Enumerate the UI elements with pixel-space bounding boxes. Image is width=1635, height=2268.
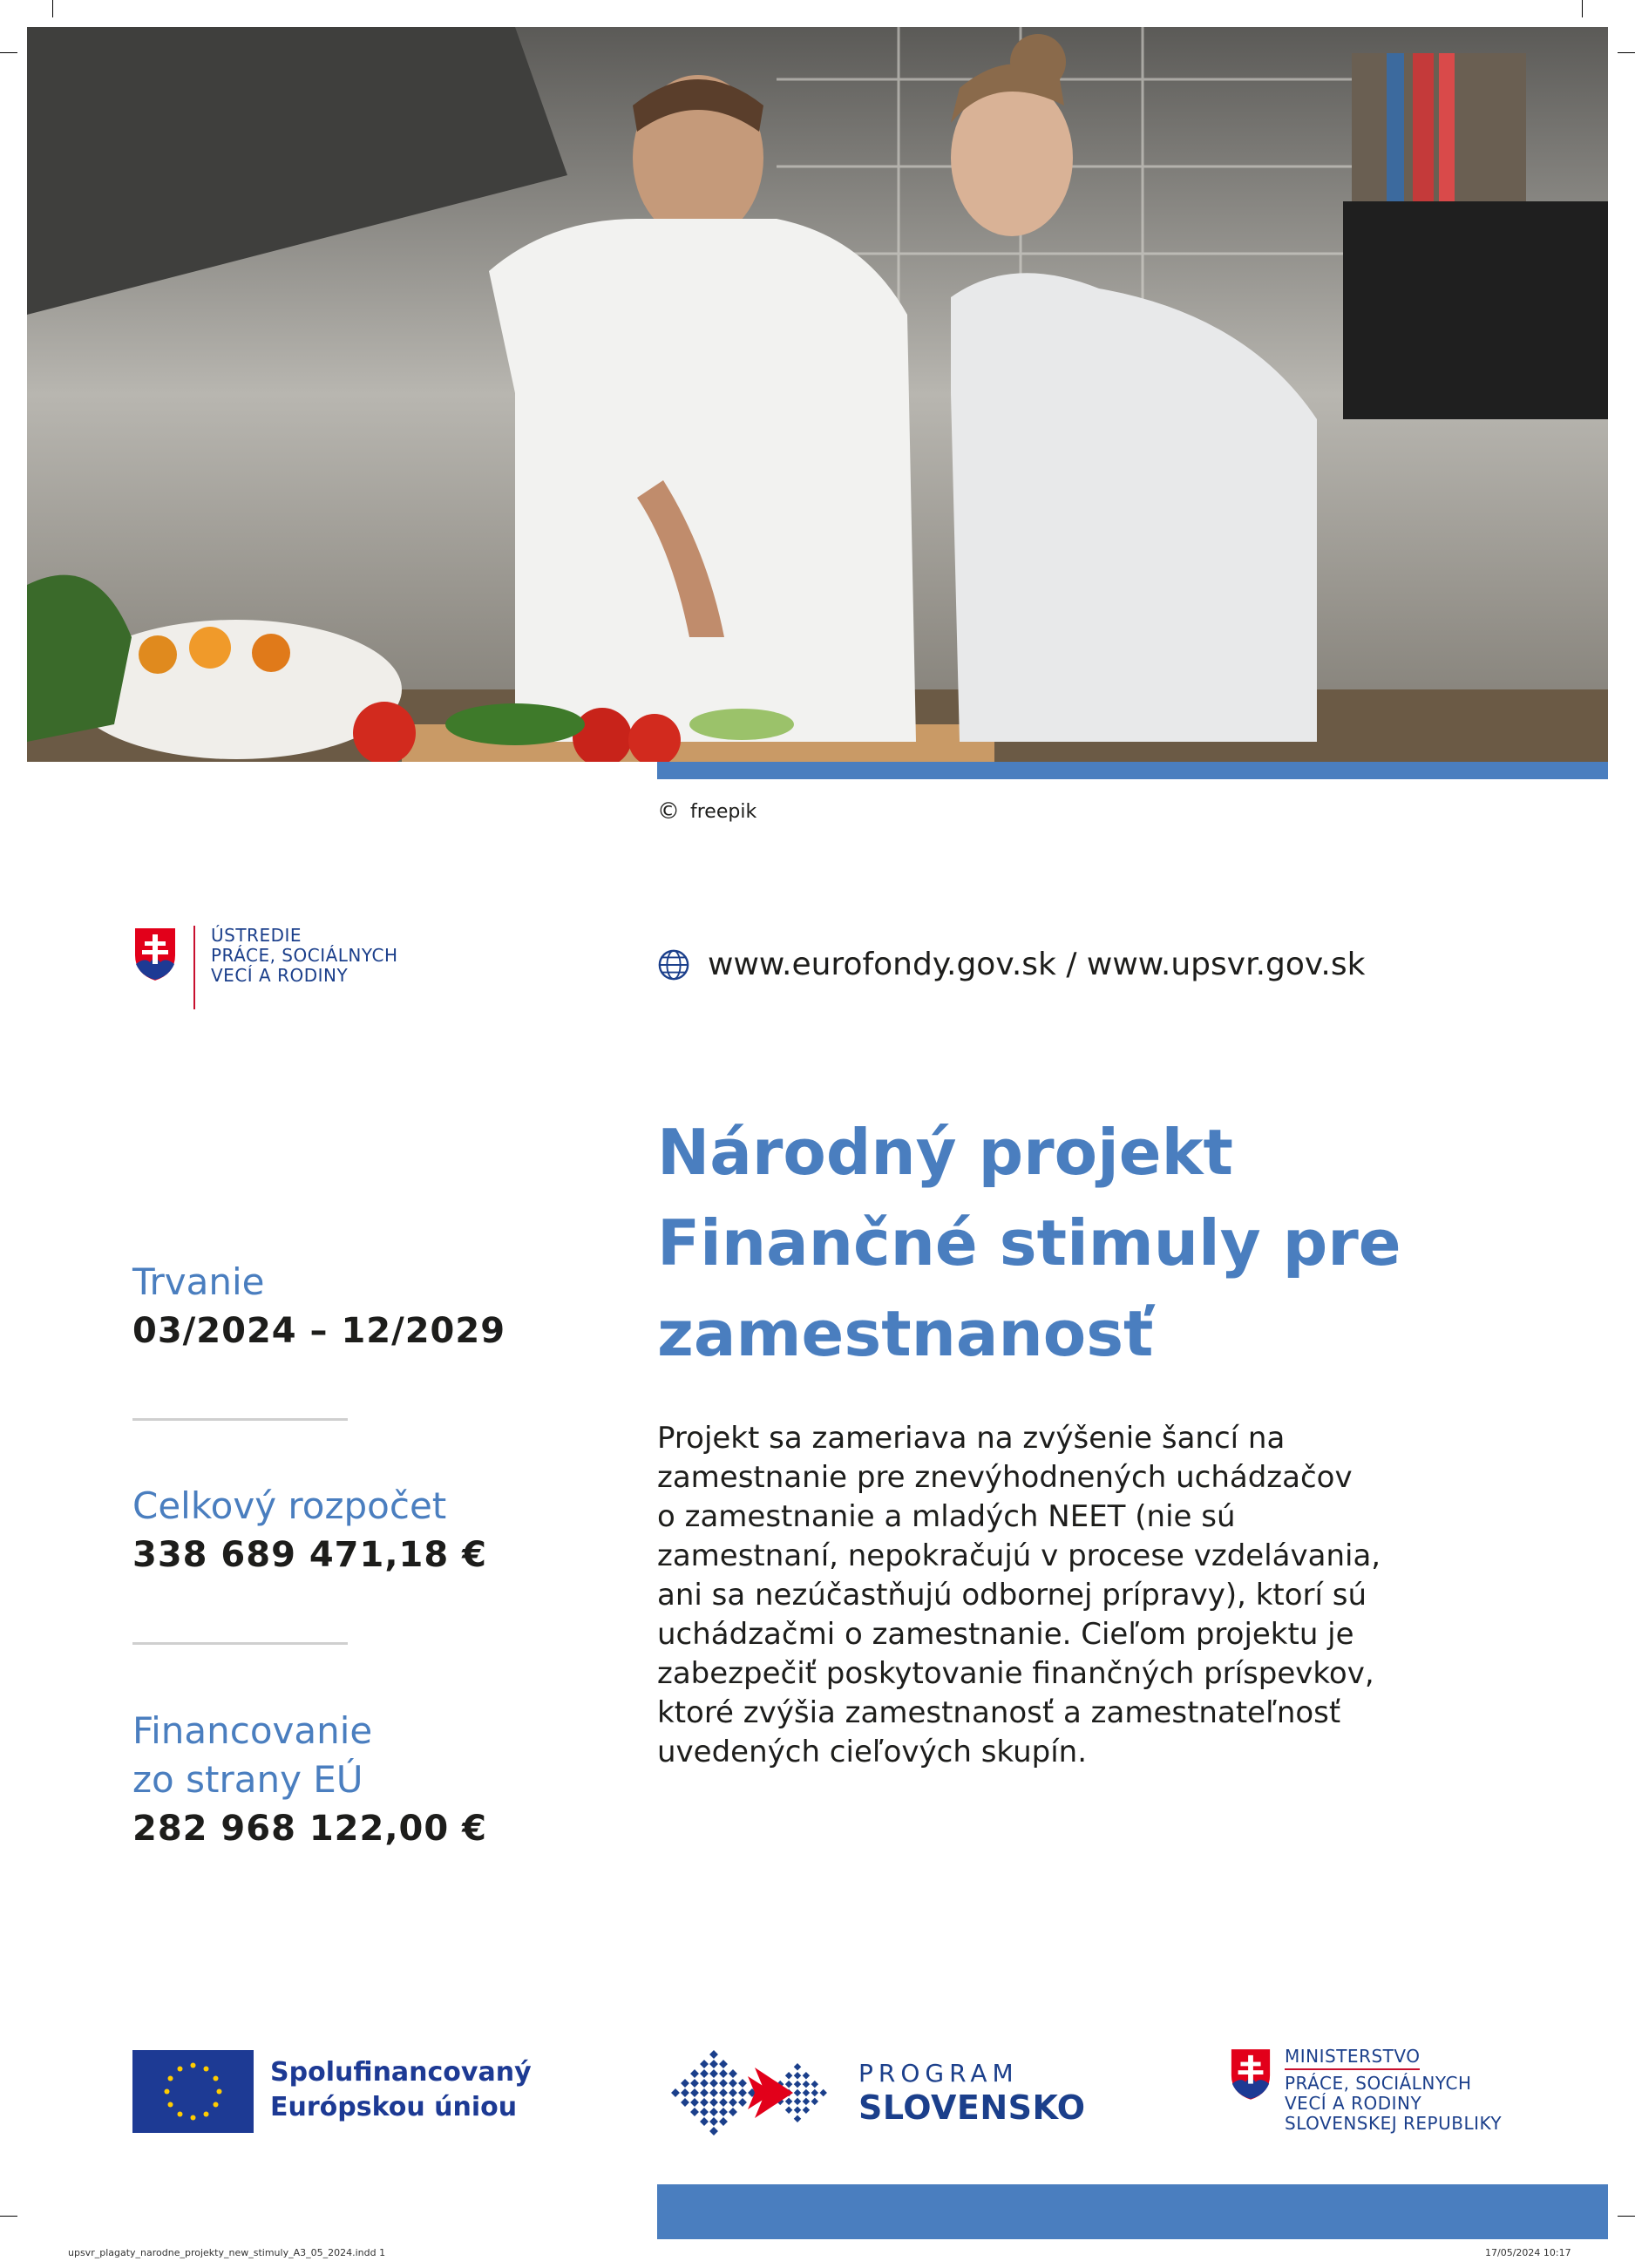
description-line: uchádzačmi o zamestnanie. Cieľom projektu je — [657, 1617, 1354, 1652]
crop-mark — [1582, 0, 1583, 17]
title-line: Národný projekt — [657, 1116, 1233, 1189]
project-title — [657, 1107, 1572, 1379]
program-label: PROGRAM — [858, 2059, 1019, 2088]
photo-credit — [657, 800, 756, 823]
upsvr-logo-text — [193, 926, 398, 1009]
globe-icon — [657, 948, 690, 981]
eu-text-line: Spolufinancovaný — [270, 2057, 532, 2088]
title-line: zamestnanosť — [657, 1297, 1154, 1370]
photo-credit-text: freepik — [690, 800, 757, 823]
description-line: ktoré zvýšia zamestnanosť a zamestnateľnosť — [657, 1695, 1341, 1730]
web-links-text[interactable]: www.eurofondy.gov.sk / www.upsvr.gov.sk — [708, 947, 1366, 982]
duration-value: 03/2024 – 12/2029 — [132, 1311, 506, 1351]
eu-cofinanced-text — [270, 2055, 532, 2125]
org-line: ÚSTREDIE — [211, 925, 302, 946]
org-line: VECÍ A RODINY — [211, 965, 349, 986]
description-line: zabezpečiť poskytovanie finančných príspevkov, — [657, 1656, 1374, 1691]
title-line: Finančné stimuly pre — [657, 1206, 1401, 1280]
org-line: PRÁCE, SOCIÁLNYCH — [211, 945, 398, 966]
copyright-icon: © — [657, 798, 680, 825]
eu-funding-block — [132, 1707, 487, 1853]
footer-accent-bar — [657, 2184, 1608, 2239]
hero-photo — [27, 27, 1608, 762]
description-line: Projekt sa zameriava na zvýšenie šancí na — [657, 1421, 1286, 1456]
program-slovensko-mark-icon — [671, 2050, 838, 2136]
eu-funding-label-line: zo strany EÚ — [132, 1758, 363, 1801]
eu-funding-value: 282 968 122,00 € — [132, 1809, 487, 1849]
ministry-logo-text — [1285, 2047, 1502, 2134]
web-links — [657, 947, 1365, 982]
eu-funding-label-line: Financovanie — [132, 1709, 373, 1752]
duration-block — [132, 1258, 505, 1355]
separator — [132, 1418, 348, 1421]
description-line: o zamestnanie a mladých NEET (nie sú — [657, 1499, 1236, 1534]
description-line: uvedených cieľových skupín. — [657, 1735, 1087, 1769]
upsvr-logo — [132, 926, 398, 1009]
eu-text-line: Európskou úniou — [270, 2092, 518, 2122]
description-line: ani sa nezúčastňujú odbornej prípravy), ktorí sú — [657, 1578, 1367, 1613]
budget-value: 338 689 471,18 € — [132, 1535, 487, 1575]
program-name: SLOVENSKO — [858, 2088, 1086, 2127]
crop-mark — [1618, 2216, 1635, 2217]
photo-accent-bar — [657, 762, 1608, 779]
project-description — [657, 1419, 1442, 1772]
eu-flag-icon — [132, 2050, 254, 2133]
budget-block — [132, 1482, 487, 1579]
crop-mark — [0, 52, 17, 53]
duration-label: Trvanie — [132, 1260, 265, 1303]
print-slug-file: upsvr_plagaty_narodne_projekty_new_stimuly_A3_05_2024.indd 1 — [68, 2247, 386, 2258]
description-line: zamestnanie pre znevýhodnených uchádzačov — [657, 1460, 1353, 1495]
description-line: zamestnaní, nepokračujú v procese vzdelávania, — [657, 1538, 1381, 1573]
slovak-coat-of-arms-icon — [132, 926, 178, 983]
crop-mark — [52, 0, 53, 17]
budget-label: Celkový rozpočet — [132, 1484, 447, 1527]
ministry-line: MINISTERSTVO — [1285, 2047, 1420, 2070]
crop-mark — [0, 2216, 17, 2217]
ministry-logo — [1229, 2047, 1502, 2134]
separator — [132, 1642, 348, 1645]
slovak-coat-of-arms-icon — [1229, 2047, 1272, 2102]
ministry-line: SLOVENSKEJ REPUBLIKY — [1285, 2113, 1503, 2134]
print-slug-datetime: 17/05/2024 10:17 — [1485, 2247, 1571, 2258]
ministry-line: PRÁCE, SOCIÁLNYCH — [1285, 2073, 1472, 2094]
crop-mark — [1618, 52, 1635, 53]
ministry-line: VECÍ A RODINY — [1285, 2093, 1422, 2114]
